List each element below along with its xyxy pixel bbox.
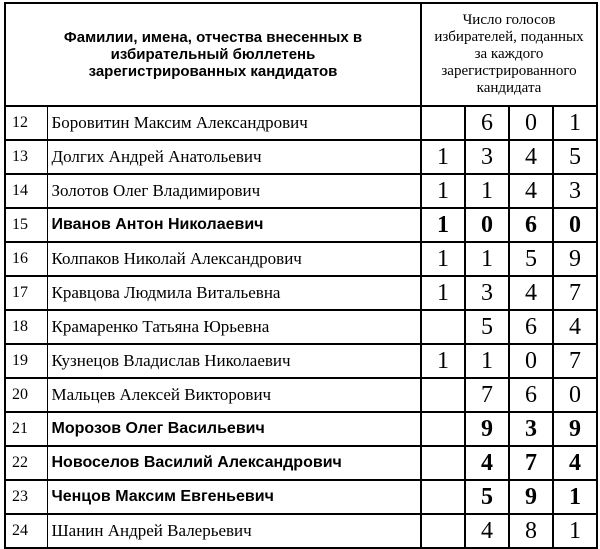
vote-digit-3: 6 (509, 310, 553, 344)
table-header-row (5, 3, 597, 106)
candidate-row (5, 514, 597, 548)
vote-digit-1 (421, 310, 465, 344)
vote-digit-1: 1 (421, 344, 465, 378)
vote-digit-4: 4 (553, 310, 597, 344)
vote-digit-4: 7 (553, 344, 597, 378)
candidate-number: 16 (5, 242, 47, 276)
candidate-row (5, 242, 597, 276)
vote-digit-4: 9 (553, 412, 597, 446)
vote-digit-3: 4 (509, 276, 553, 310)
vote-digit-3: 3 (509, 412, 553, 446)
candidate-row (5, 174, 597, 208)
candidate-row (5, 208, 597, 242)
vote-digit-3: 7 (509, 446, 553, 480)
vote-digit-3: 6 (509, 208, 553, 242)
candidate-name: Новоселов Василий Александрович (47, 446, 421, 480)
candidate-row (5, 140, 597, 174)
vote-digit-1: 1 (421, 174, 465, 208)
vote-digit-1 (421, 446, 465, 480)
candidate-number: 13 (5, 140, 47, 174)
candidate-row (5, 378, 597, 412)
vote-digit-2: 1 (465, 174, 509, 208)
candidate-row (5, 106, 597, 140)
vote-digit-1: 1 (421, 208, 465, 242)
vote-digit-2: 7 (465, 378, 509, 412)
vote-digit-4: 0 (553, 208, 597, 242)
candidate-name: Крамаренко Татьяна Юрьевна (47, 310, 421, 344)
candidate-name: Долгих Андрей Анатольевич (47, 140, 421, 174)
vote-digit-4: 1 (553, 480, 597, 514)
vote-digit-3: 0 (509, 106, 553, 140)
vote-digit-2: 9 (465, 412, 509, 446)
vote-digit-2: 1 (465, 242, 509, 276)
vote-digit-2: 5 (465, 310, 509, 344)
vote-digit-2: 4 (465, 514, 509, 548)
vote-digit-3: 0 (509, 344, 553, 378)
candidate-row (5, 344, 597, 378)
candidate-row (5, 446, 597, 480)
vote-digit-2: 3 (465, 276, 509, 310)
candidate-number: 17 (5, 276, 47, 310)
vote-digit-3: 4 (509, 140, 553, 174)
vote-digit-4: 4 (553, 446, 597, 480)
candidate-number: 14 (5, 174, 47, 208)
vote-digit-2: 4 (465, 446, 509, 480)
candidates-header-text: Фамилии, имена, отчества внесенных в избирательный бюллетень зарегистрированных кандидатов (63, 29, 363, 80)
vote-digit-4: 9 (553, 242, 597, 276)
candidate-row (5, 310, 597, 344)
vote-digit-3: 6 (509, 378, 553, 412)
candidate-name: Морозов Олег Васильевич (47, 412, 421, 446)
candidate-number: 23 (5, 480, 47, 514)
candidate-number: 15 (5, 208, 47, 242)
candidate-number: 21 (5, 412, 47, 446)
vote-digit-4: 3 (553, 174, 597, 208)
vote-digit-2: 6 (465, 106, 509, 140)
votes-column-header (421, 3, 597, 106)
vote-digit-3: 8 (509, 514, 553, 548)
vote-digit-1 (421, 480, 465, 514)
vote-digit-3: 4 (509, 174, 553, 208)
candidate-row (5, 276, 597, 310)
candidate-name: Мальцев Алексей Викторович (47, 378, 421, 412)
vote-digit-2: 5 (465, 480, 509, 514)
vote-digit-4: 7 (553, 276, 597, 310)
candidate-name: Кравцова Людмила Витальевна (47, 276, 421, 310)
candidate-number: 12 (5, 106, 47, 140)
vote-digit-2: 1 (465, 344, 509, 378)
vote-digit-1: 1 (421, 276, 465, 310)
vote-digit-1: 1 (421, 140, 465, 174)
vote-digit-1 (421, 378, 465, 412)
vote-digit-2: 0 (465, 208, 509, 242)
candidate-name: Боровитин Максим Александрович (47, 106, 421, 140)
candidate-number: 19 (5, 344, 47, 378)
candidate-number: 24 (5, 514, 47, 548)
vote-results-table (4, 2, 598, 549)
candidate-row (5, 412, 597, 446)
vote-digit-4: 1 (553, 106, 597, 140)
candidate-name: Шанин Андрей Валерьевич (47, 514, 421, 548)
vote-digit-4: 5 (553, 140, 597, 174)
candidate-name: Ченцов Максим Евгеньевич (47, 480, 421, 514)
candidate-name: Кузнецов Владислав Николаевич (47, 344, 421, 378)
vote-digit-3: 9 (509, 480, 553, 514)
candidate-row (5, 480, 597, 514)
candidate-name: Колпаков Николай Александрович (47, 242, 421, 276)
vote-digit-4: 1 (553, 514, 597, 548)
candidate-name: Золотов Олег Владимирович (47, 174, 421, 208)
table-body (5, 106, 597, 548)
vote-digit-2: 3 (465, 140, 509, 174)
vote-digit-1 (421, 106, 465, 140)
candidate-number: 18 (5, 310, 47, 344)
votes-header-text: Число голосов избирателей, поданных за каждого зарегистрированного кандидата (434, 12, 584, 96)
vote-digit-3: 5 (509, 242, 553, 276)
vote-digit-4: 0 (553, 378, 597, 412)
candidates-column-header (5, 3, 421, 106)
candidate-number: 20 (5, 378, 47, 412)
vote-digit-1 (421, 514, 465, 548)
candidate-number: 22 (5, 446, 47, 480)
candidate-name: Иванов Антон Николаевич (47, 208, 421, 242)
vote-digit-1 (421, 412, 465, 446)
vote-digit-1: 1 (421, 242, 465, 276)
